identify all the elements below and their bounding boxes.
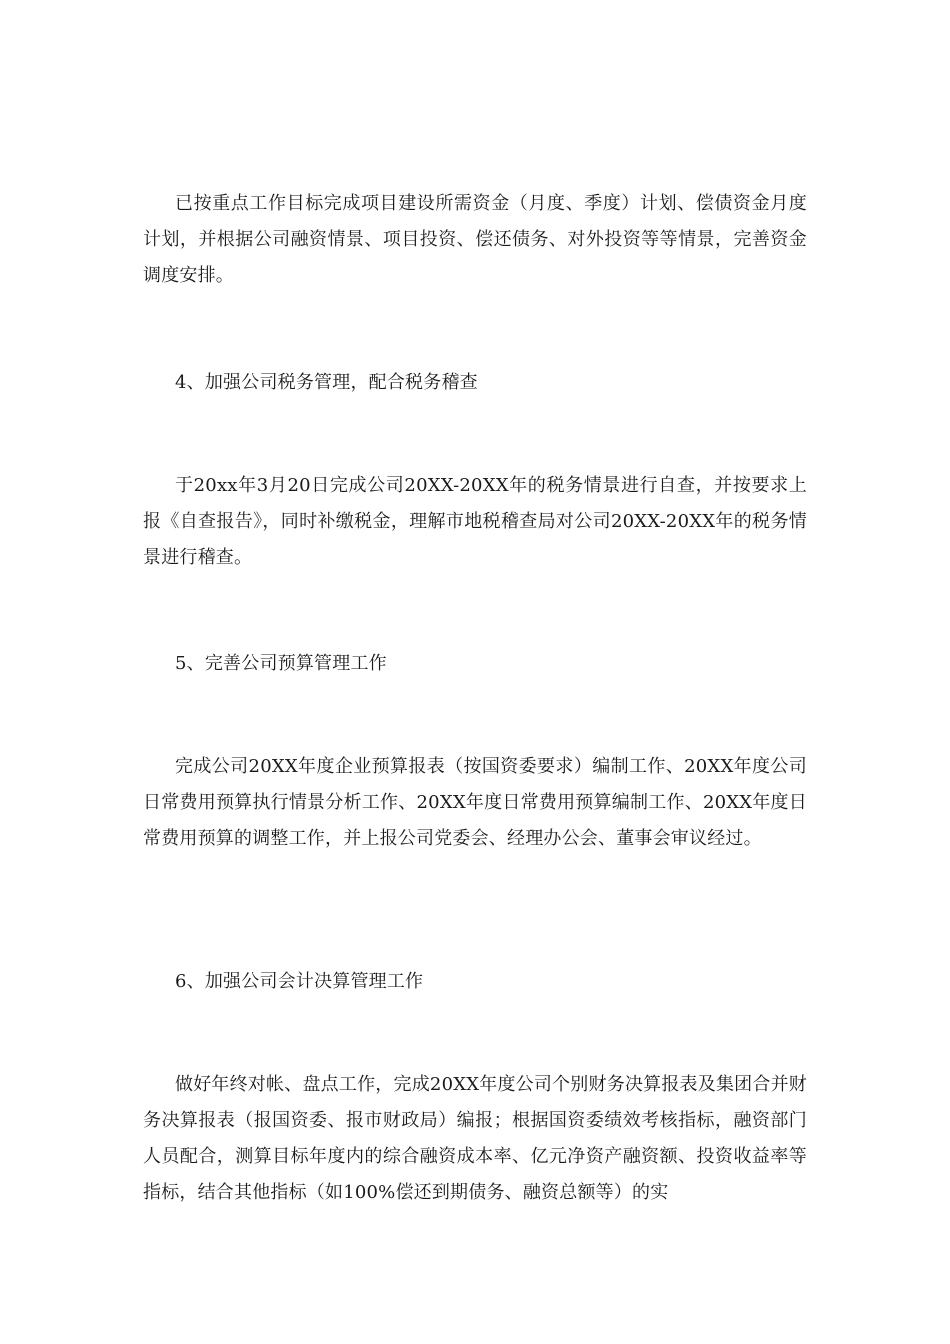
paragraph-budget-work: 完成公司20XX年度企业预算报表（按国资委要求）编制工作、20XX年度公司日常费用预算执行情景分析工作、20XX年度日常费用预算编制工作、20XX年度日常费用预算的调整工作，并上报公司党委会、经理办公会、董事会审议经过。 (143, 756, 807, 849)
heading-tax-management: 4、加强公司税务管理，配合税务稽查 (175, 372, 478, 393)
paragraph-year-end-settlement: 做好年终对帐、盘点工作，完成20XX年度公司个别财务决算报表及集团合并财务决算报表（报国资委、报市财政局）编报；根据国资委绩效考核指标，融资部门人员配合，测算目标年度内的综合融资成本率、亿元净资产融资额、投资收益率等指标，结合其他指标（如100%偿还到期债务、融资总额等）的实 (143, 1074, 807, 1203)
heading-accounting-settlement: 6、加强公司会计决算管理工作 (175, 971, 424, 992)
paragraph-fund-plan: 已按重点工作目标完成项目建设所需资金（月度、季度）计划、偿债资金月度计划，并根据公司融资情景、项目投资、偿还债务、对外投资等等情景，完善资金调度安排。 (143, 193, 807, 286)
paragraph-tax-inspection: 于20xx年3月20日完成公司20XX-20XX年的税务情景进行自查，并按要求上报《自查报告》，同时补缴税金，理解市地税稽查局对公司20XX-20XX年的税务情景进行稽查。 (143, 475, 807, 568)
heading-budget-management: 5、完善公司预算管理工作 (175, 653, 387, 674)
